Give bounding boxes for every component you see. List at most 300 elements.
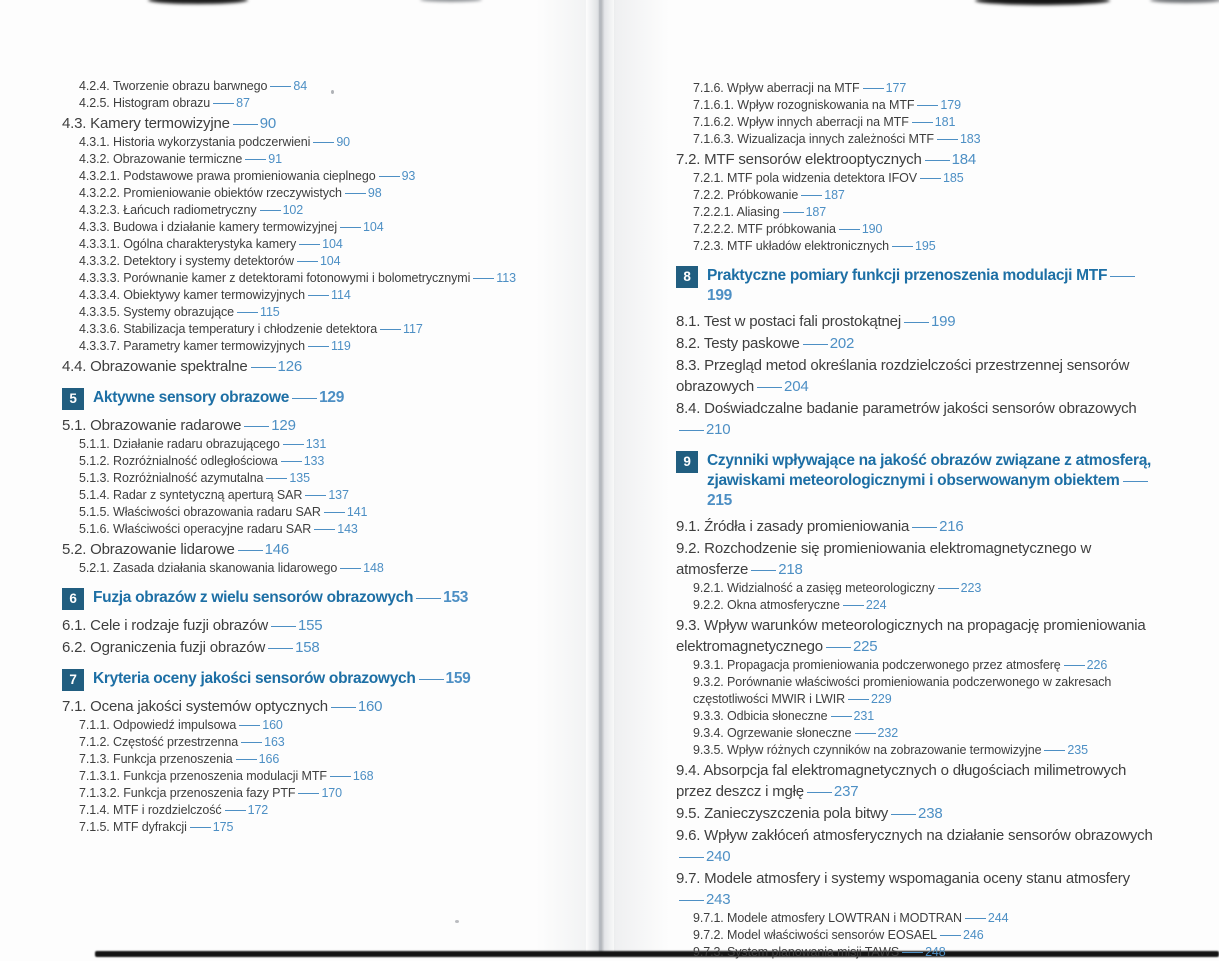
toc-entry [62, 560, 564, 577]
leader-line [308, 294, 329, 296]
toc-entry-title: 4.3.3.6. Stabilizacja temperatury i chłodzenie detektora [79, 322, 378, 336]
chapter-number-badge: 8 [676, 266, 698, 288]
page-number: 216 [939, 518, 964, 535]
leader-line [313, 141, 334, 143]
toc-left-page [62, 78, 564, 836]
page-number: 240 [706, 848, 731, 865]
toc-entry [676, 580, 1154, 597]
page-number: 117 [403, 322, 423, 336]
leader-line [473, 277, 494, 279]
toc-entry [62, 487, 564, 504]
toc-entry-title: 4.3.3.5. Systemy obrazujące [79, 305, 235, 319]
toc-entry-title: Czynniki wpływające na jakość obrazów związane z atmosferą, zjawiskami meteorologicznymi i obserwowanym obiektem [707, 452, 1152, 489]
leader-line [190, 826, 211, 828]
toc-entry-title: 4.3.3.3. Porównanie kamer z detektorami fotonowymi i bolometrycznymi [79, 271, 471, 285]
leader-line [757, 386, 782, 388]
page-number: 90 [259, 115, 277, 132]
page-number: 215 [707, 492, 732, 509]
toc-entry [676, 910, 1154, 927]
leader-line [238, 549, 263, 551]
leader-line [314, 528, 335, 530]
leader-line [324, 511, 345, 513]
leader-line [330, 775, 351, 777]
page-number: 195 [915, 239, 936, 253]
toc-entry-title: 4.3.2.1. Podstawowe prawa promieniowania cieplnego [79, 169, 376, 183]
toc-entry [676, 868, 1154, 910]
scan-artifact-top-smudge [975, 0, 1110, 5]
toc-entry [62, 253, 564, 270]
toc-entry [62, 521, 564, 538]
toc-entry [62, 785, 564, 802]
toc-entry [676, 760, 1154, 802]
chapter-title [707, 266, 1154, 306]
leader-line [268, 647, 293, 649]
toc-entry-title: 4.3.2. Obrazowanie termiczne [79, 152, 243, 166]
toc-entry [62, 219, 564, 236]
page-number: 98 [367, 186, 382, 200]
page-number: 175 [212, 820, 234, 834]
toc-entry-title: 5.1.3. Rozróżnialność azymutalna [79, 471, 264, 485]
leader-line [292, 397, 317, 399]
page-number: 210 [706, 421, 731, 438]
toc-entry-title: 8.1. Test w postaci fali prostokątnej [676, 313, 901, 330]
leader-line [213, 102, 234, 104]
toc-entry [62, 734, 564, 751]
page-number: 248 [925, 945, 946, 959]
toc-entry-title: 9.2.1. Widzialność a zasięg meteorologiczny [693, 581, 935, 595]
leader-line [283, 443, 304, 445]
leader-line [1044, 749, 1065, 751]
toc-entry-title: 9.2. Rozchodzenie się promieniowania elektromagnetycznego w atmosferze [676, 540, 1092, 578]
toc-entry-title: 4.2.5. Histogram obrazu [79, 96, 211, 110]
leader-line [308, 345, 329, 347]
page-number: 183 [959, 132, 981, 146]
scan-artifact-speck [455, 920, 459, 923]
toc-entry [676, 114, 1154, 131]
toc-entry [62, 453, 564, 470]
leader-line [925, 159, 950, 161]
leader-line [831, 715, 852, 717]
page-number: 168 [352, 769, 374, 783]
page-number: 166 [258, 752, 280, 766]
toc-entry [62, 202, 564, 219]
toc-entry-title: 7.2.3. MTF układów elektronicznych [693, 239, 889, 253]
toc-entry [676, 927, 1154, 944]
page-number: 114 [331, 288, 351, 302]
page-number: 129 [319, 389, 345, 406]
page-number: 181 [934, 115, 956, 129]
page-number: 126 [277, 358, 302, 375]
toc-entry [676, 149, 1154, 170]
toc-entry [62, 185, 564, 202]
toc-entry [676, 538, 1154, 580]
page-number: 177 [885, 81, 907, 95]
toc-entry-title: 7.1.3.1. Funkcja przenoszenia modulacji MTF [79, 769, 327, 783]
toc-entry-title: 9.7.1. Modele atmosfery LOWTRAN i MODTRAN [693, 911, 962, 925]
toc-entry-title: 4.3.3. Budowa i działanie kamery termowizyjnej [79, 220, 338, 234]
toc-entry [62, 717, 564, 734]
page-number: 187 [805, 205, 827, 219]
toc-entry [62, 270, 564, 287]
toc-entry-title: Fuzja obrazów z wielu sensorów obrazowych [93, 589, 414, 606]
toc-entry [62, 436, 564, 453]
toc-entry-title: 9.3. Wpływ warunków meteorologicznych na propagację promieniowania elektromagnetycznego [676, 617, 1146, 655]
leader-line [271, 625, 296, 627]
toc-entry-title: 4.3.3.4. Obiektywy kamer termowizyjnych [79, 288, 306, 302]
toc-entry [676, 742, 1154, 759]
page-number: 119 [331, 339, 351, 353]
leader-line [902, 951, 923, 953]
page-number: 243 [706, 891, 731, 908]
toc-entry-title: 7.2.2. Próbkowanie [693, 188, 799, 202]
toc-entry-title: 7.2.2.1. Aliasing [693, 205, 780, 219]
leader-line [237, 311, 258, 313]
leader-line [298, 792, 319, 794]
scan-artifact-top-smudge [1150, 0, 1219, 3]
toc-entry-title: 9.2.2. Okna atmosferyczne [693, 598, 840, 612]
toc-entry-title: 4.3.3.7. Parametry kamer termowizyjnych [79, 339, 306, 353]
toc-entry-title: 5.1.6. Właściwości operacyjne radaru SAR [79, 522, 312, 536]
book-spine-gutter-line [599, 0, 601, 955]
toc-entry [62, 696, 564, 717]
page-number: 244 [987, 911, 1009, 925]
toc-entry [676, 803, 1154, 824]
page-number: 225 [852, 638, 878, 655]
toc-entry-title: 4.3.3.2. Detektory i systemy detektorów [79, 254, 294, 268]
leader-line [863, 87, 884, 89]
page-number: 133 [303, 454, 325, 468]
page-number: 226 [1086, 658, 1108, 672]
toc-entry [676, 97, 1154, 114]
leader-line [281, 460, 302, 462]
leader-line [917, 104, 938, 106]
chapter-title [93, 388, 344, 408]
page-number: 160 [357, 698, 383, 715]
page-number: 202 [829, 335, 855, 352]
toc-entry [676, 708, 1154, 725]
leader-line [260, 209, 281, 211]
page-number: 172 [247, 803, 269, 817]
toc-entry-title: 4.4. Obrazowanie spektralne [62, 358, 248, 375]
toc-entry [62, 236, 564, 253]
page-number: 104 [319, 254, 341, 268]
page-number: 190 [861, 222, 883, 236]
toc-entry-title: Aktywne sensory obrazowe [93, 389, 290, 406]
page-number: 170 [321, 786, 343, 800]
toc-entry-title: 7.2.2.2. MTF próbkowania [693, 222, 836, 236]
page-number: 231 [853, 709, 875, 723]
leader-line [299, 243, 320, 245]
leader-line [419, 678, 444, 680]
leader-line [751, 569, 776, 571]
leader-line [297, 260, 318, 262]
leader-line [236, 758, 257, 760]
chapter-number-badge: 6 [62, 588, 84, 610]
page-number: 199 [707, 287, 732, 304]
toc-entry [676, 187, 1154, 204]
page-number: 148 [363, 561, 384, 575]
leader-line [839, 228, 860, 230]
page-number: 238 [918, 805, 943, 822]
toc-entry-title: 4.3.1. Historia wykorzystania podczerwieni [79, 135, 311, 149]
toc-entry [62, 819, 564, 836]
page-number: 218 [778, 561, 803, 578]
leader-line [1064, 664, 1085, 666]
scan-artifact-top-smudge [420, 0, 482, 2]
page-number: 179 [940, 98, 961, 112]
page-number: 229 [871, 692, 892, 706]
toc-entry-title: 9.3.5. Wpływ różnych czynników na zobrazowanie termowizyjne [693, 743, 1042, 757]
toc-entry-title: 7.1.3.2. Funkcja przenoszenia fazy PTF [79, 786, 296, 800]
toc-entry [62, 95, 564, 112]
toc-entry-title: 9.3.4. Ogrzewanie słoneczne [693, 726, 852, 740]
leader-line [891, 813, 916, 815]
toc-entry-title: 4.3.3.1. Ogólna charakterystyka kamery [79, 237, 297, 251]
page-number: 199 [930, 313, 956, 330]
toc-entry-title: Kryteria oceny jakości sensorów obrazowych [93, 670, 416, 687]
toc-entry [62, 321, 564, 338]
toc-entry-title: 9.3.3. Odbicia słoneczne [693, 709, 828, 723]
leader-line [225, 809, 246, 811]
toc-chapter-heading [62, 588, 564, 610]
leader-line [783, 211, 804, 213]
toc-entry [676, 333, 1154, 354]
toc-entry-title: 9.1. Źródła i zasady promieniowania [676, 518, 910, 535]
toc-entry [62, 78, 564, 95]
leader-line [379, 175, 400, 177]
page-number: 160 [262, 718, 283, 732]
page-number: 158 [295, 639, 320, 656]
toc-entry-title: 8.2. Testy paskowe [676, 335, 800, 352]
page-number: 146 [264, 541, 290, 558]
toc-entry [62, 470, 564, 487]
leader-line [233, 123, 258, 125]
page-number: 237 [833, 783, 859, 800]
toc-entry [676, 238, 1154, 255]
toc-entry [62, 415, 564, 436]
toc-entry [62, 637, 564, 658]
leader-line [920, 177, 941, 179]
page-number: 129 [271, 417, 296, 434]
toc-entry-title: Praktyczne pomiary funkcji przenoszenia modulacji MTF [707, 267, 1108, 284]
leader-line [266, 477, 287, 479]
toc-entry-title: 4.3.2.2. Promieniowanie obiektów rzeczywistych [79, 186, 342, 200]
page-number: 93 [401, 169, 416, 183]
toc-entry [62, 287, 564, 304]
toc-entry [62, 134, 564, 151]
toc-entry [676, 674, 1154, 708]
toc-entry [62, 151, 564, 168]
toc-entry [62, 751, 564, 768]
toc-entry-title: 5.1. Obrazowanie radarowe [62, 417, 242, 434]
leader-line [940, 934, 961, 936]
toc-chapter-heading [62, 669, 564, 691]
leader-line [245, 158, 266, 160]
leader-line [679, 429, 704, 431]
page-number: 143 [337, 522, 358, 536]
page-number: 87 [236, 96, 250, 110]
leader-line [965, 917, 986, 919]
leader-line [801, 194, 822, 196]
toc-entry [676, 615, 1154, 657]
leader-line [1123, 480, 1148, 482]
page-number: 104 [322, 237, 343, 251]
toc-entry [62, 113, 564, 134]
toc-right-page [676, 80, 1154, 961]
toc-chapter-heading [62, 388, 564, 410]
chapter-title [707, 451, 1154, 511]
toc-entry-title: 5.1.4. Radar z syntetyczną aperturą SAR [79, 488, 303, 502]
leader-line [345, 192, 366, 194]
toc-entry [62, 539, 564, 560]
leader-line [938, 587, 959, 589]
toc-entry-title: 7.1.6.1. Wpływ rozogniskowania na MTF [693, 98, 915, 112]
toc-entry-title: 7.1.4. MTF i rozdzielczość [79, 803, 222, 817]
toc-entry-title: 5.1.1. Działanie radaru obrazującego [79, 437, 280, 451]
leader-line [807, 791, 832, 793]
toc-entry-title: 7.1.6.2. Wpływ innych aberracji na MTF [693, 115, 909, 129]
toc-entry [676, 355, 1154, 397]
toc-entry-title: 7.1.5. MTF dyfrakcji [79, 820, 187, 834]
toc-entry-title: 6.1. Cele i rodzaje fuzji obrazów [62, 617, 269, 634]
toc-entry [676, 131, 1154, 148]
toc-entry-title: 6.2. Ograniczenia fuzji obrazów [62, 639, 266, 656]
page-number: 84 [293, 79, 308, 93]
toc-entry-title: 7.2.1. MTF pola widzenia detektora IFOV [693, 171, 917, 185]
leader-line [912, 526, 937, 528]
page-number: 187 [824, 188, 845, 202]
leader-line [251, 366, 276, 368]
toc-entry-title: 9.7.3. System planowania misji TAWS [693, 945, 900, 959]
page-number: 91 [268, 152, 282, 166]
leader-line [244, 425, 269, 427]
toc-entry [62, 768, 564, 785]
toc-entry-title: 7.2. MTF sensorów elektrooptycznych [676, 151, 922, 168]
leader-line [305, 494, 326, 496]
page-number: 224 [865, 598, 887, 612]
chapter-title [93, 588, 468, 608]
page-number: 232 [877, 726, 899, 740]
toc-entry-title: 7.1.6. Wpływ aberracji na MTF [693, 81, 860, 95]
page-number: 131 [305, 437, 327, 451]
page-number: 102 [282, 203, 304, 217]
page-number: 223 [960, 581, 982, 595]
page-number: 155 [298, 617, 323, 634]
page-number: 135 [289, 471, 310, 485]
toc-entry-title: 7.1.6.3. Wizualizacja innych zależności MTF [693, 132, 934, 146]
page-number: 185 [942, 171, 964, 185]
toc-entry [676, 80, 1154, 97]
page-number: 137 [328, 488, 349, 502]
leader-line [826, 646, 851, 648]
page-number: 141 [346, 505, 368, 519]
toc-entry-title: 8.3. Przegląd metod określania rozdzielczości przestrzennej sensorów obrazowych [676, 357, 1130, 395]
toc-entry-title: 9.7. Modele atmosfery i systemy wspomagania oceny stanu atmosfery [676, 870, 1130, 887]
toc-entry-title: 9.3.1. Propagacja promieniowania podczerwonego przez atmosferę [693, 658, 1061, 672]
toc-entry [62, 615, 564, 636]
toc-chapter-heading [676, 451, 1154, 511]
toc-entry [676, 725, 1154, 742]
leader-line [803, 343, 828, 345]
page-number: 90 [336, 135, 351, 149]
toc-entry [676, 825, 1154, 867]
page-number: 153 [443, 589, 469, 606]
toc-entry [676, 221, 1154, 238]
leader-line [239, 724, 260, 726]
toc-entry [62, 168, 564, 185]
leader-line [912, 121, 933, 123]
toc-entry-title: 4.3.2.3. Łańcuch radiometryczny [79, 203, 257, 217]
toc-entry-title: 5.1.2. Rozróżnialność odległościowa [79, 454, 278, 468]
chapter-title [93, 669, 470, 689]
toc-entry-title: 7.1.2. Częstość przestrzenna [79, 735, 239, 749]
chapter-number-badge: 7 [62, 669, 84, 691]
toc-entry [676, 398, 1154, 440]
page-number: 204 [784, 378, 809, 395]
toc-entry [676, 170, 1154, 187]
page-number: 246 [963, 928, 984, 942]
chapter-number-badge: 9 [676, 451, 698, 473]
leader-line [241, 741, 262, 743]
toc-entry-title: 4.2.4. Tworzenie obrazu barwnego [79, 79, 268, 93]
toc-entry [62, 304, 564, 321]
leader-line [416, 597, 441, 599]
toc-entry [62, 504, 564, 521]
toc-entry-title: 9.6. Wpływ zakłóceń atmosferycznych na działanie sensorów obrazowych [676, 827, 1153, 844]
leader-line [679, 899, 704, 901]
leader-line [892, 245, 913, 247]
leader-line [340, 567, 361, 569]
leader-line [843, 604, 864, 606]
toc-entry-title: 9.3.2. Porównanie właściwości promieniowania podczerwonego w zakresach częstotliwości MWIR i LWIR [693, 675, 1112, 706]
toc-entry-title: 5.2.1. Zasada działania skanowania lidarowego [79, 561, 338, 575]
book-spine-gutter [586, 0, 616, 955]
toc-entry-title: 5.2. Obrazowanie lidarowe [62, 541, 235, 558]
toc-entry [62, 356, 564, 377]
toc-entry [676, 204, 1154, 221]
leader-line [340, 226, 361, 228]
leader-line [380, 328, 401, 330]
toc-entry [62, 802, 564, 819]
page-number: 235 [1067, 743, 1088, 757]
toc-entry-title: 7.1.3. Funkcja przenoszenia [79, 752, 233, 766]
leader-line [855, 732, 876, 734]
toc-entry [676, 311, 1154, 332]
leader-line [679, 856, 704, 858]
leader-line [270, 85, 291, 87]
scan-artifact-top-smudge [148, 0, 248, 4]
toc-entry-title: 9.7.2. Model właściwości sensorów EOSAEL [693, 928, 938, 942]
toc-entry-title: 8.4. Doświadczalne badanie parametrów jakości sensorów obrazowych [676, 400, 1137, 417]
page-number: 163 [264, 735, 285, 749]
toc-entry [62, 338, 564, 355]
page-number: 104 [363, 220, 384, 234]
toc-entry-title: 9.4. Absorpcja fal elektromagnetycznych o długościach milimetrowych przez deszcz i mgłę [676, 762, 1127, 800]
toc-entry [676, 657, 1154, 674]
toc-entry [676, 516, 1154, 537]
toc-entry [676, 944, 1154, 961]
page-number: 113 [496, 271, 516, 285]
leader-line [937, 138, 958, 140]
chapter-number-badge: 5 [62, 388, 84, 410]
leader-line [331, 706, 356, 708]
toc-entry-title: 7.1.1. Odpowiedź impulsowa [79, 718, 237, 732]
leader-line [848, 698, 869, 700]
leader-line [904, 321, 929, 323]
page-number: 184 [951, 151, 977, 168]
leader-line [1110, 275, 1135, 277]
toc-entry-title: 5.1.5. Właściwości obrazowania radaru SAR [79, 505, 321, 519]
